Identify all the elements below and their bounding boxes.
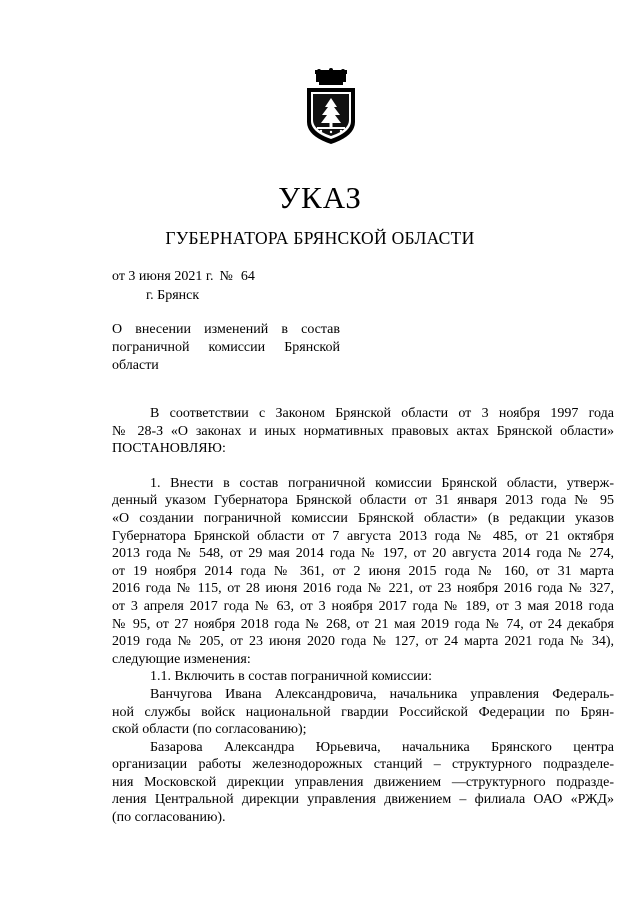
text-line: следующие изменения: bbox=[112, 651, 251, 667]
document-title: УКАЗ bbox=[278, 180, 362, 215]
text-line: ления Центральной дирекции управления движением – филиала ОАО «РЖД» bbox=[112, 792, 614, 808]
item-1-1-paragraph bbox=[112, 668, 614, 686]
person-bazarov-paragraph bbox=[112, 739, 614, 827]
document-body bbox=[112, 405, 614, 827]
document-city: г. Брянск bbox=[146, 288, 200, 303]
text-line: «О создании пограничной комиссии Брянской области» (в редакции указов bbox=[112, 510, 614, 526]
document-subject bbox=[112, 321, 340, 374]
document-date: от 3 июня 2021 г. bbox=[112, 269, 214, 284]
subject-line: пограничной комиссии Брянской bbox=[112, 339, 340, 355]
text-line: ПОСТАНОВЛЯЮ: bbox=[112, 441, 226, 457]
document-number: 64 bbox=[240, 269, 255, 284]
text-line: 1.1. Включить в состав пограничной комиссии: bbox=[150, 669, 433, 685]
text-line: 2019 года № 205, от 23 июня 2020 года № 127, от 24 марта 2021 года № 34), bbox=[112, 634, 614, 650]
coat-of-arms-emblem bbox=[301, 68, 361, 146]
text-line: Ванчугова Ивана Александровича, начальника управления Федераль- bbox=[150, 686, 614, 702]
text-line: Губернатора Брянской области от 7 августа 2013 года № 485, от 21 октября bbox=[112, 528, 614, 544]
text-line: от 3 апреля 2017 года № 63, от 3 ноября 2017 года № 189, от 3 мая 2018 года bbox=[112, 598, 614, 614]
text-line: ния Московской дирекции управления движением —структурного подразде- bbox=[112, 774, 614, 790]
text-line: ской области (по согласованию); bbox=[112, 722, 307, 738]
text-line: ной службы войск национальной гвардии Российской Федерации по Брян- bbox=[112, 704, 614, 720]
subject-line: О внесении изменений в состав bbox=[112, 322, 340, 337]
preamble-paragraph bbox=[112, 405, 614, 458]
subject-line: области bbox=[112, 357, 159, 373]
text-line: 2013 года № 548, от 29 мая 2014 года № 197, от 20 августа 2014 года № 274, bbox=[112, 546, 614, 562]
text-line: № 28-З «О законах и иных нормативных правовых актах Брянской области» bbox=[112, 423, 614, 439]
text-line: организации работы железнодорожных станций – структурного подразделе- bbox=[112, 757, 614, 773]
number-label: № bbox=[219, 269, 233, 284]
text-line: 2016 года № 115, от 28 июня 2016 года № 221, от 23 ноября 2016 года № 327, bbox=[112, 581, 614, 597]
text-line: денный указом Губернатора Брянской области от 31 января 2013 года № 95 bbox=[112, 493, 614, 509]
text-line: 1. Внести в состав пограничной комиссии Брянской области, утверж- bbox=[150, 475, 614, 491]
item-1-paragraph bbox=[112, 475, 614, 669]
text-line: В соответствии с Законом Брянской области от 3 ноября 1997 года bbox=[150, 406, 614, 421]
date-number-line bbox=[112, 268, 255, 286]
text-line: № 95, от 27 ноября 2018 года № 268, от 21 мая 2019 года № 74, от 24 декабря bbox=[112, 616, 614, 632]
person-vanchugov-paragraph bbox=[112, 686, 614, 739]
text-line: (по согласованию). bbox=[112, 810, 226, 826]
text-line: от 19 ноября 2014 года № 361, от 2 июня 2015 года № 160, от 31 марта bbox=[112, 563, 614, 579]
text-line: Базарова Александра Юрьевича, начальника Брянского центра bbox=[150, 739, 614, 755]
document-subtitle: ГУБЕРНАТОРА БРЯНСКОЙ ОБЛАСТИ bbox=[165, 228, 475, 248]
